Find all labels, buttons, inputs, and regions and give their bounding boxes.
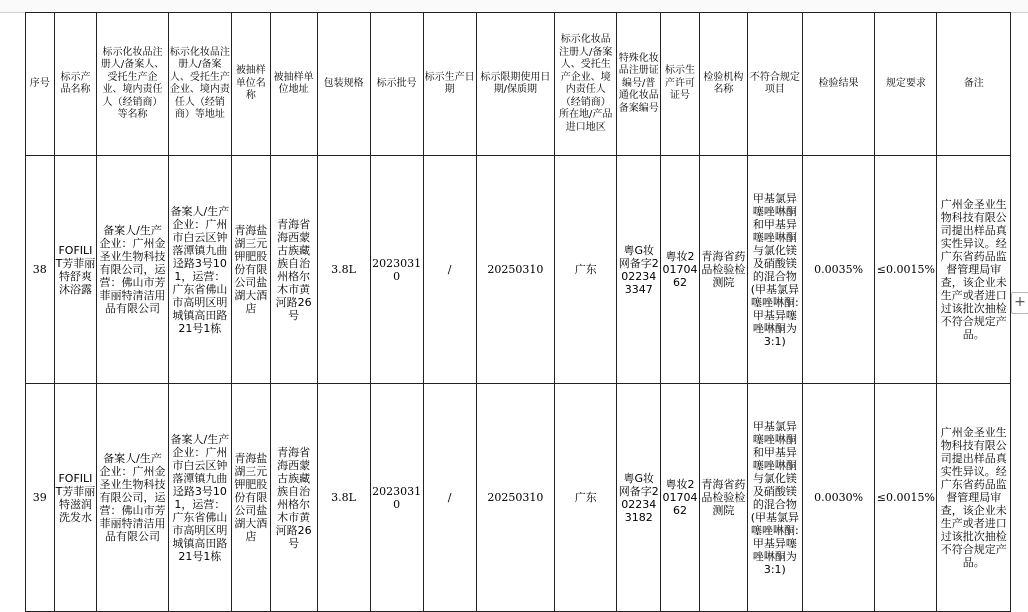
cell-sampled-address: 青海省海西蒙古族藏族自治州格尔木市黄河路26号 bbox=[270, 156, 317, 384]
header-production-date: 标示生产日期 bbox=[423, 13, 476, 156]
cell-requirement: ≤0.0015% bbox=[875, 156, 937, 384]
cell-product-name: FOFILIT芳菲丽特滋润洗发水 bbox=[54, 384, 97, 612]
cell-region: 广东 bbox=[555, 384, 617, 612]
header-company-address: 标示化妆品注册人/备案人、受托生产企业、境内责任人（经销商）等地址 bbox=[168, 13, 231, 156]
header-package: 包装规格 bbox=[317, 13, 370, 156]
table-row bbox=[26, 384, 1011, 612]
cell-filing-no: 粤G妆网备字2022343347 bbox=[617, 156, 661, 384]
cell-sampled-unit: 青海盐湖三元钾肥股份有限公司盐湖大酒店 bbox=[231, 384, 270, 612]
header-requirement: 规定要求 bbox=[875, 13, 937, 156]
cell-item bbox=[747, 156, 802, 384]
cell-product-name: FOFILIT芳菲丽特舒爽沐浴露 bbox=[54, 156, 97, 384]
cell-lab: 青海省药品检验检测院 bbox=[699, 384, 747, 612]
header-license: 标示生产许可证号 bbox=[661, 13, 700, 156]
cell-region: 广东 bbox=[555, 156, 617, 384]
cell-sampled-unit: 青海盐湖三元钾肥股份有限公司盐湖大酒店 bbox=[231, 156, 270, 384]
cell-company-address bbox=[168, 384, 231, 612]
header-company-name: 标示化妆品注册人/备案人、受托生产企业、境内责任人（经销商）等名称 bbox=[97, 13, 168, 156]
cell-company-name: 备案人/生产企业：广州金圣业生物科技有限公司，运营：佛山市芳菲丽特清洁用品有限公司 bbox=[97, 156, 168, 384]
header-batch: 标示批号 bbox=[370, 13, 423, 156]
add-column-button[interactable]: + bbox=[1011, 292, 1028, 314]
header-region: 标示化妆品注册人/备案人、受托生产企业、境内责任人（经销商）所在地/产品进口地区 bbox=[555, 13, 617, 156]
header-result: 检验结果 bbox=[802, 13, 874, 156]
cell-expiry: 20250310 bbox=[476, 384, 555, 612]
cell-remark-text: 广州金圣业生物科技有限公司提出样品真实性异议。经广东省药品监督管理局审查，该企业未生产或者进口过该批次抽检不符合规定产品。 bbox=[940, 426, 1007, 569]
cell-item-text: 甲基氯异噻唑啉酮和甲基异噻唑啉酮与氯化镁及硝酸镁的混合物(甲基氯异噻唑啉酮:甲基异噻唑啉酮为3:1) bbox=[750, 419, 799, 576]
cell-expiry: 20250310 bbox=[476, 156, 555, 384]
header-filing-no: 特殊化妆品注册证编号/普通化妆品备案编号 bbox=[617, 13, 661, 156]
cell-result: 0.0035% bbox=[802, 156, 874, 384]
header-lab: 检验机构名称 bbox=[699, 13, 747, 156]
cell-company-name: 备案人/生产企业：广州金圣业生物科技有限公司，运营：佛山市芳菲丽特清洁用品有限公司 bbox=[97, 384, 168, 612]
cell-batch: 20230310 bbox=[370, 156, 423, 384]
cell-remark bbox=[937, 384, 1011, 612]
header-remark: 备注 bbox=[937, 13, 1011, 156]
cell-no: 39 bbox=[26, 384, 55, 612]
cell-package: 3.8L bbox=[317, 384, 370, 612]
cell-sampled-address: 青海省海西蒙古族藏族自治州格尔木市黄河路26号 bbox=[270, 384, 317, 612]
header-product-name: 标示产品名称 bbox=[54, 13, 97, 156]
cell-requirement: ≤0.0015% bbox=[875, 384, 937, 612]
cell-no: 38 bbox=[26, 156, 55, 384]
cell-remark bbox=[937, 156, 1011, 384]
header-item: 不符合规定项目 bbox=[747, 13, 802, 156]
table-header-row bbox=[26, 13, 1011, 156]
cell-license: 粤妆20170462 bbox=[661, 384, 700, 612]
cell-production-date: / bbox=[423, 384, 476, 612]
cell-batch: 20230310 bbox=[370, 384, 423, 612]
cell-result: 0.0030% bbox=[802, 384, 874, 612]
header-sampled-unit: 被抽样单位名称 bbox=[231, 13, 270, 156]
header-expiry: 标示限期使用日期/保质期 bbox=[476, 13, 555, 156]
cell-lab: 青海省药品检验检测院 bbox=[699, 156, 747, 384]
cell-company-address bbox=[168, 156, 231, 384]
cell-production-date: / bbox=[423, 156, 476, 384]
table-row bbox=[26, 156, 1011, 384]
header-no: 序号 bbox=[26, 13, 55, 156]
cell-company-address-text: 备案人/生产企业：广州市白云区钟落潭镇九曲迳路3号101，运营：广东省佛山市高明区明城镇高田路21号1栋 bbox=[170, 204, 230, 335]
cell-company-address-text: 备案人/生产企业：广州市白云区钟落潭镇九曲迳路3号101，运营：广东省佛山市高明区明城镇高田路21号1栋 bbox=[170, 432, 230, 563]
cell-remark-text: 广州金圣业生物科技有限公司提出样品真实性异议。经广东省药品监督管理局审查，该企业未生产或者进口过该批次抽检不符合规定产品。 bbox=[940, 198, 1007, 341]
cell-filing-no: 粤G妆网备字2022343182 bbox=[617, 384, 661, 612]
cell-item-text: 甲基氯异噻唑啉酮和甲基异噻唑啉酮与氯化镁及硝酸镁的混合物(甲基氯异噻唑啉酮:甲基异噻唑啉酮为3:1) bbox=[750, 191, 799, 348]
sampling-results-table bbox=[25, 12, 1011, 612]
cell-item bbox=[747, 384, 802, 612]
cell-license: 粤妆20170462 bbox=[661, 156, 700, 384]
cell-package: 3.8L bbox=[317, 156, 370, 384]
header-sampled-address: 被抽样单位地址 bbox=[270, 13, 317, 156]
